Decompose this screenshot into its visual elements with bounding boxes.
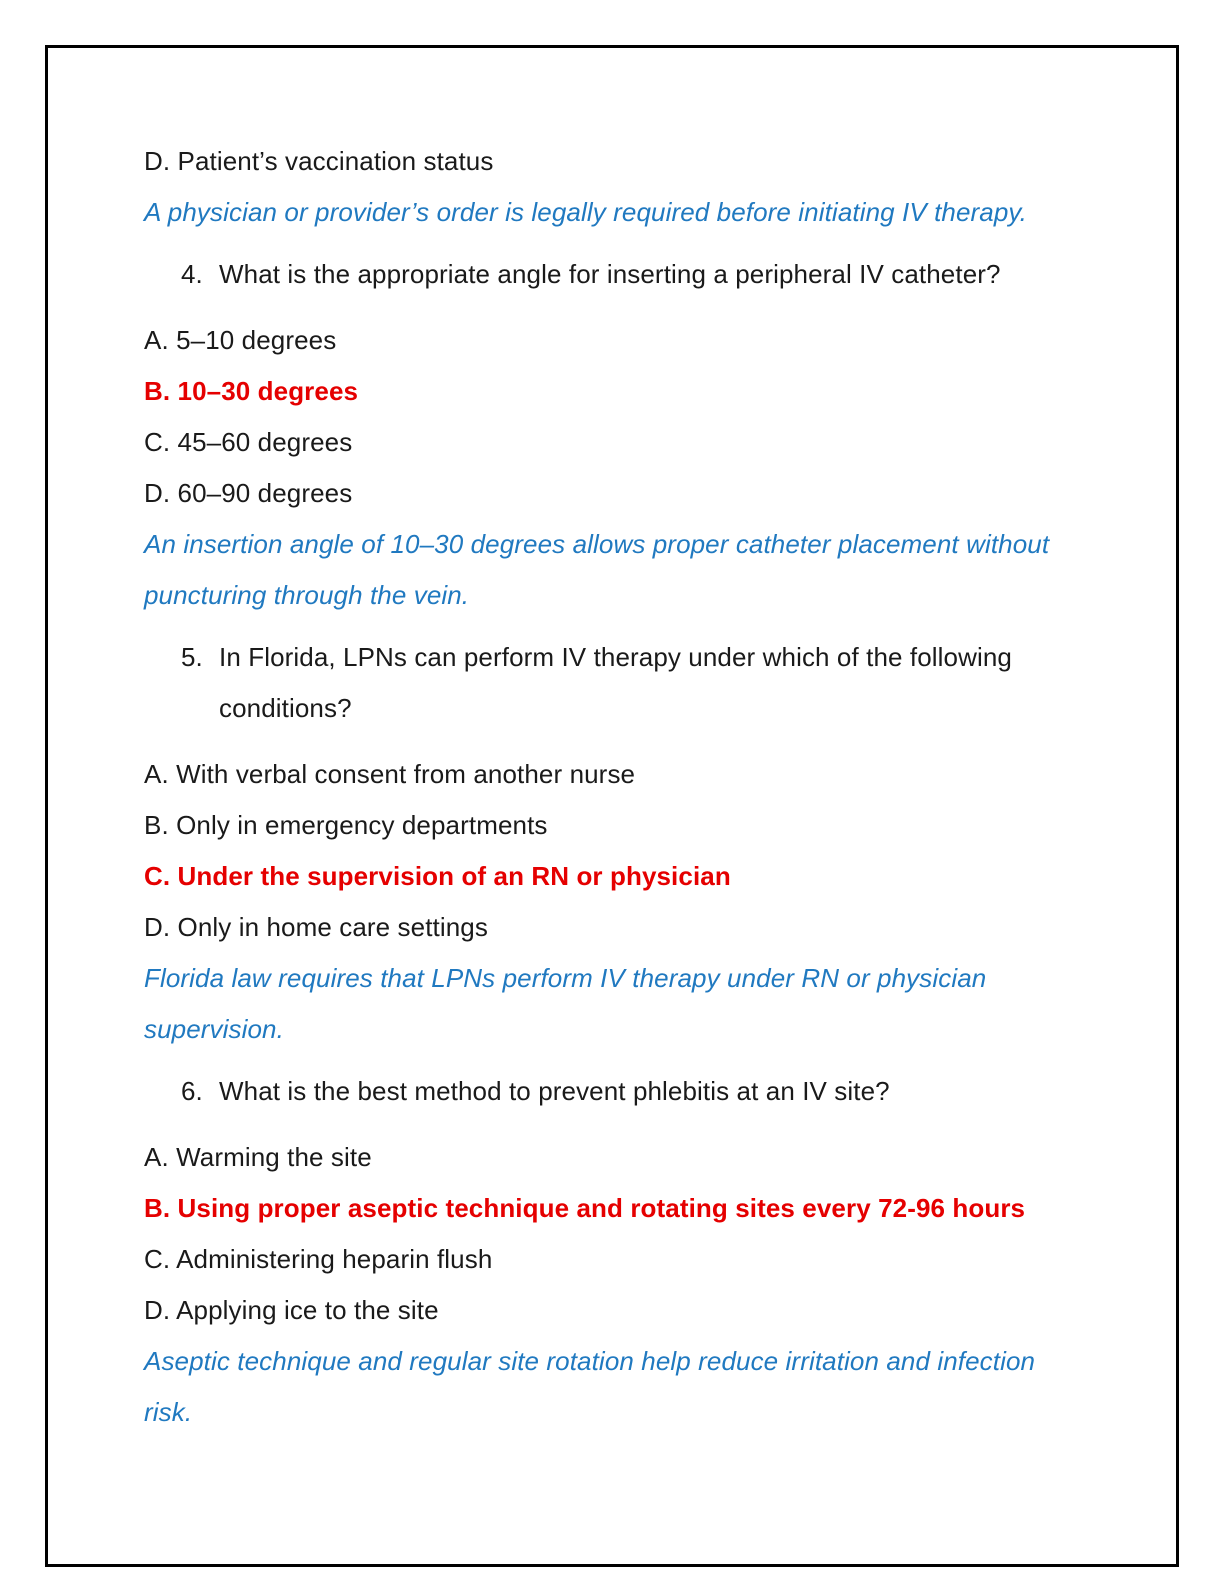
question-text: What is the best method to prevent phlebitis at an IV site? [219, 1076, 890, 1106]
question-line [181, 249, 1054, 300]
explanation-text: Florida law requires that LPNs perform IV therapy under RN or physician supervision. [144, 963, 987, 1044]
option-line: C. 45–60 degrees [144, 427, 353, 457]
option-line: B. Only in emergency departments [144, 810, 548, 840]
option-line: D. Patient’s vaccination status [144, 146, 494, 176]
option-line: A. 5–10 degrees [144, 325, 337, 355]
page-content [48, 48, 1144, 1438]
option-line: D. Only in home care settings [144, 912, 488, 942]
option-line: D. 60–90 degrees [144, 478, 353, 508]
question-text: In Florida, LPNs can perform IV therapy under which of the following conditions? [219, 642, 1012, 723]
question-line [181, 632, 1054, 734]
option-line: A. With verbal consent from another nurse [144, 759, 636, 789]
option-line: C. Administering heparin flush [144, 1244, 493, 1274]
question-line [181, 1066, 1054, 1117]
option-line-correct: B. Using proper aseptic technique and rotating sites every 72-96 hours [144, 1193, 1026, 1223]
question-number: 5. [181, 642, 203, 672]
explanation-text: Aseptic technique and regular site rotation help reduce irritation and infection risk. [144, 1346, 1036, 1427]
option-line: D. Applying ice to the site [144, 1295, 439, 1325]
document-page [45, 45, 1179, 1567]
explanation-text: A physician or provider’s order is legally required before initiating IV therapy. [144, 197, 1027, 227]
option-line-correct: B. 10–30 degrees [144, 376, 359, 406]
question-number: 4. [181, 259, 203, 289]
option-line: A. Warming the site [144, 1142, 372, 1172]
option-line-correct: C. Under the supervision of an RN or physician [144, 861, 731, 891]
question-number: 6. [181, 1076, 203, 1106]
explanation-text: An insertion angle of 10–30 degrees allows proper catheter placement without puncturing through the vein. [144, 529, 1050, 610]
question-text: What is the appropriate angle for inserting a peripheral IV catheter? [219, 259, 1001, 289]
